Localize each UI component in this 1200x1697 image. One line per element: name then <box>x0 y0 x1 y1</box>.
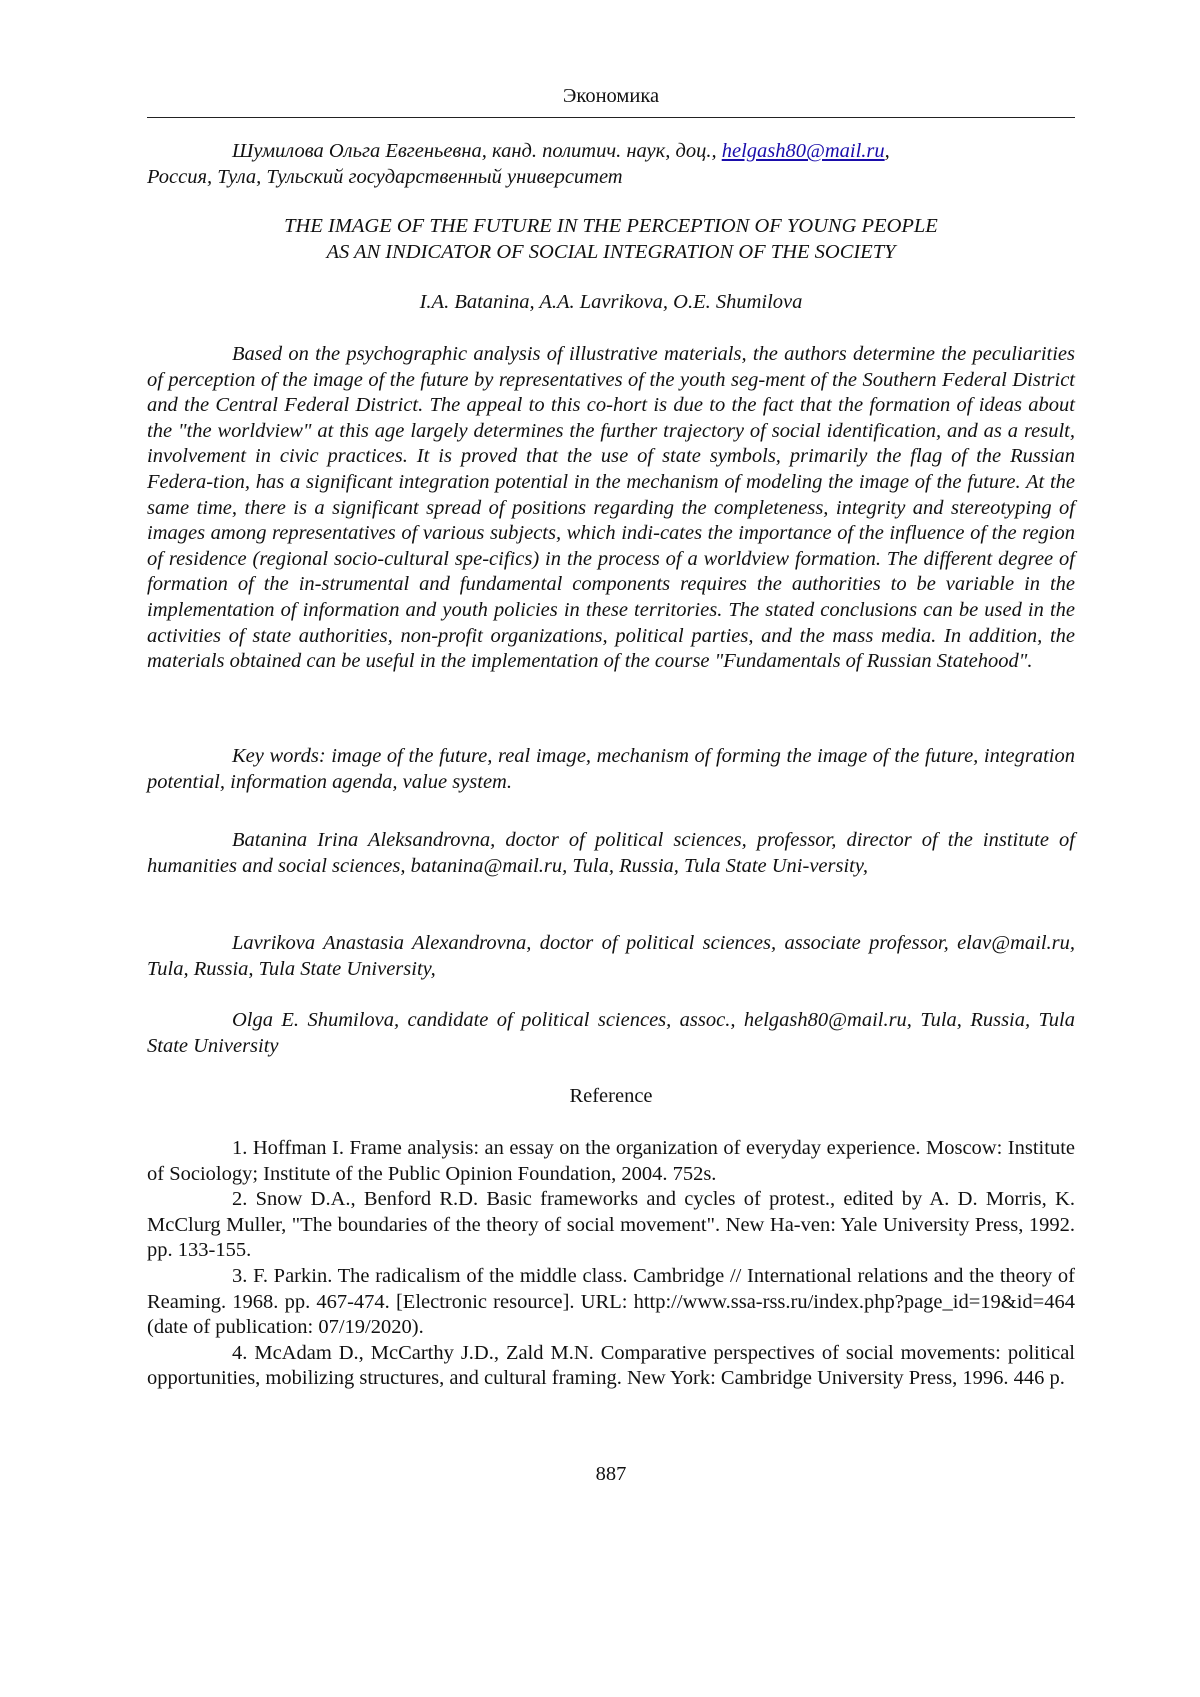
author-email-link[interactable]: helgash80@mail.ru <box>721 140 885 162</box>
russian-author-text: Шумилова Ольга Евгеньевна, канд. политич. наук, доц., <box>232 140 722 162</box>
author-info-text: Batanina Irina Aleksandrovna, doctor of political sciences, professor, director of the institute of humanities and social sciences, batanina@mail.ru, Tula, Russia, Tula State Uni-versity, <box>147 829 1075 877</box>
abstract-text: Based on the psychographic analysis of illustrative materials, the authors determine the peculiarities of perception of the image of the future by representatives of the youth seg-ment of the Southern Federal District and the Central Federal District. The appeal to this co-hort is due to the fact that the formation of ideas about the "the worldview" at this age largely determines the further trajectory of social identification, and as a result, involvement in civic practices. It is proved that the use of state symbols, primarily the flag of the Russian Federa-tion, has a significant integration potential in the mechanism of modeling the image of the future. At the same time, there is a significant spread of positions regarding the completeness, integrity and stereotyping of images among representatives of various subjects, which indi-cates the importance of the influence of the region of residence (regional socio-cultural spe-cifics) in the process of a worldview formation. The different degree of formation of the in-strumental and fundamental components requires the authorities to be variable in the implementation of information and youth policies in these territories. The stated conclusions can be used in the activities of state authorities, non-profit organizations, political parties, and the mass media. In addition, the materials obtained can be useful in the implementation of the course "Fundamentals of Russian Statehood". <box>147 343 1075 673</box>
abstract <box>147 342 1075 675</box>
paper-title-line-2: AS AN INDICATOR OF SOCIAL INTEGRATION OF THE SOCIETY <box>326 240 896 263</box>
reference-item: 1. Hoffman I. Frame analysis: an essay on the organization of everyday experience. Moscow: Institute of Sociology; Institute of the Public Opinion Foundation, 2004. 752s. <box>147 1137 1075 1185</box>
author-info-text: Olga E. Shumilova, candidate of political sciences, assoc., helgash80@mail.ru, Tula, Russia, Tula State University <box>147 1009 1075 1057</box>
russian-author-line <box>147 139 1075 165</box>
references-list <box>147 1136 1075 1392</box>
reference-item: 4. McAdam D., McCarthy J.D., Zald M.N. Comparative perspectives of social movements: political opportunities, mobilizing structures, and cultural framing. New York: Cambridge University Press, 1996. 446 p. <box>147 1341 1075 1390</box>
page-number: 887 <box>595 1463 627 1485</box>
keywords <box>147 744 1075 795</box>
keywords-text: Key words: image of the future, real image, mechanism of forming the image of the future, integration potential, information agenda, value system. <box>147 745 1075 793</box>
reference-item: 3. F. Parkin. The radicalism of the middle class. Cambridge // International relations and the theory of Reaming. 1968. pp. 467-474. [Electronic resource]. URL: http://www.ssa-rss.ru/index.php?page_id=19&id=464 (date of publication: 07/19/2020). <box>147 1264 1075 1339</box>
paper-authors: I.A. Batanina, A.A. Lavrikova, O.E. Shumilova <box>419 291 803 313</box>
author-info-1 <box>147 828 1075 879</box>
author-info-2 <box>147 931 1075 982</box>
references-heading: Reference <box>569 1085 653 1107</box>
running-head: Экономика <box>562 85 660 107</box>
header-divider <box>147 117 1075 118</box>
paper-title-line-1: THE IMAGE OF THE FUTURE IN THE PERCEPTION OF YOUNG PEOPLE <box>284 215 938 237</box>
author-info-3 <box>147 1008 1075 1059</box>
russian-author-comma: , <box>884 140 890 162</box>
russian-author-affiliation: Россия, Тула, Тульский государственный университет <box>147 165 623 188</box>
author-info-text: Lavrikova Anastasia Alexandrovna, doctor of political sciences, associate professor, elav@mail.ru, Tula, Russia, Tula State University, <box>147 932 1075 980</box>
russian-author-block <box>147 139 1075 190</box>
paper-title <box>147 214 1075 265</box>
reference-item: 2. Snow D.A., Benford R.D. Basic frameworks and cycles of protest., edited by A. D. Morris, K. McClurg Muller, "The boundaries of the theory of social movement". New Ha-ven: Yale University Press, 1992. pp. 133-155. <box>147 1188 1075 1262</box>
